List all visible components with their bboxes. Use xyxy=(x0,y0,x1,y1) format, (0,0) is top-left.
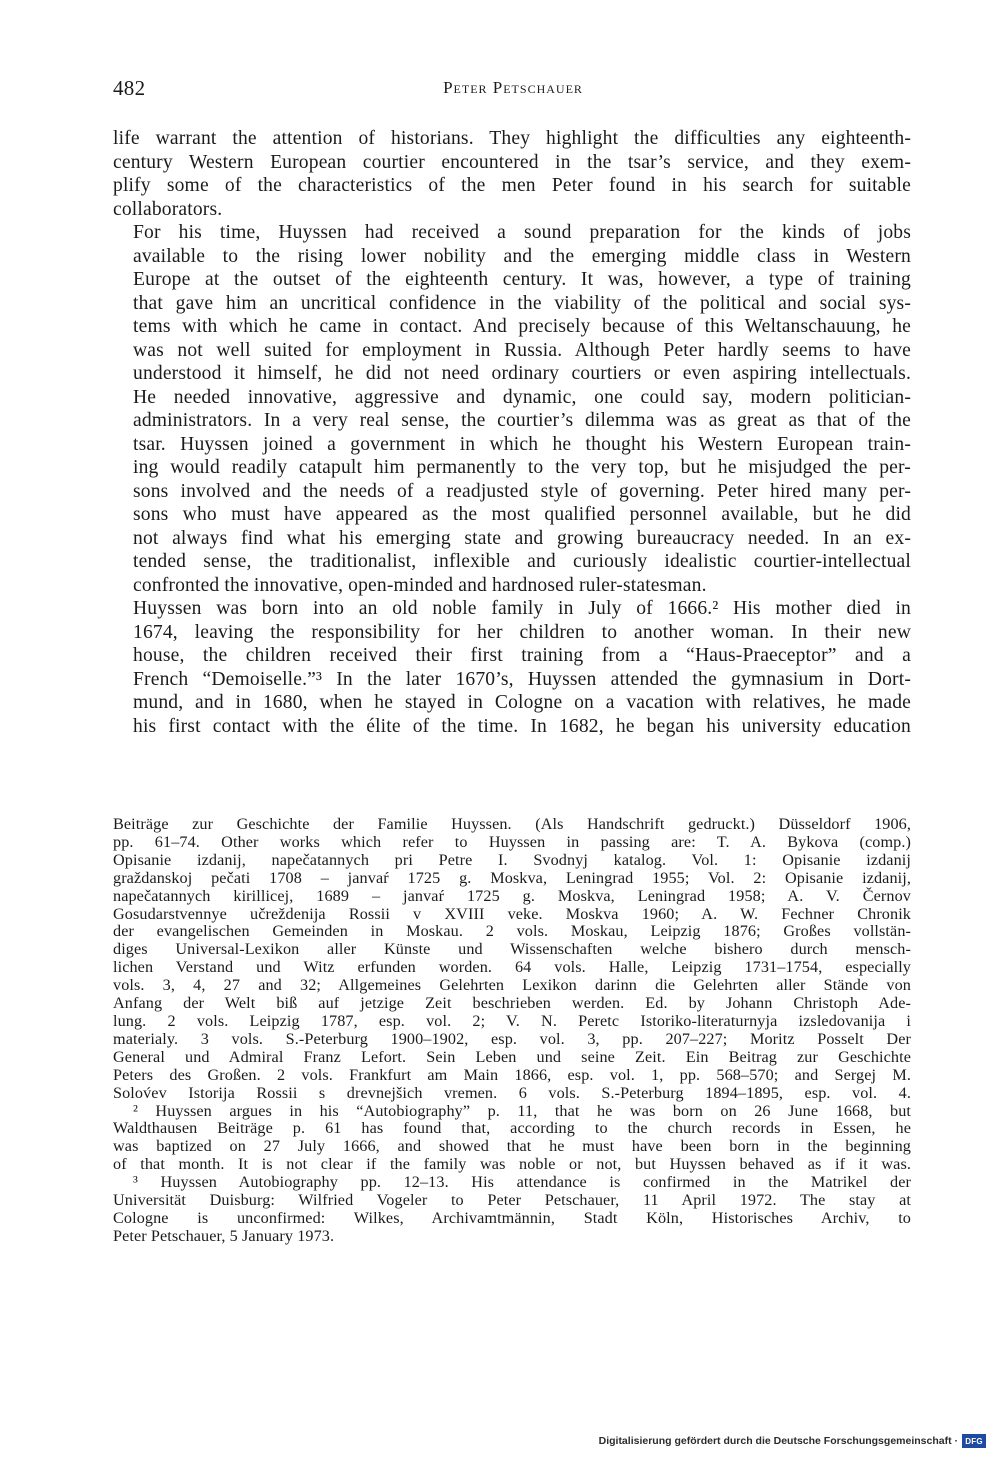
footnote-line: Cologne is unconfirmed: Wilkes, Archivamtmännin, Stadt Köln, Historisches Archiv, to xyxy=(113,1208,911,1227)
body-line: that gave him an uncritical confidence in the viability of the political and social sys- xyxy=(133,292,911,314)
footnote-line: graždanskoj pečati 1708 – janvaŕ 1725 g. Moskva, Leningrad 1955; Vol. 2: Opisanie izdanij, xyxy=(113,868,911,887)
footnote-line: Gosudarstvennye učreždenija Rossii v XVIII veke. Moskva 1960; A. W. Fechner Chronik xyxy=(113,904,911,923)
footnote-line: lichen Verstand und Witz erfunden worden. 64 vols. Halle, Leipzig 1731–1754, especially xyxy=(113,958,911,977)
running-head: Peter Petschauer xyxy=(443,78,583,97)
body-line: French “Demoiselle.”³ In the later 1670’s, Huyssen attended the gymnasium in Dort- xyxy=(133,668,911,690)
body-line: life warrant the attention of historians. They highlight the difficulties any eighteenth- xyxy=(113,128,911,149)
footnote-2-start: ² Huyssen argues in his “Autobiography” p. 11, that he was born on 26 June 1668, but xyxy=(133,1101,911,1120)
footnote-line: napečatannych kirillicej, 1689 – janvaŕ 1725 g. Moskva, Leningrad 1958; A. V. Černov xyxy=(113,886,911,905)
footnote-line: Waldthausen Beiträge p. 61 has found that, according to the church records in Essen, he xyxy=(113,1119,911,1138)
body-line: administrators. In a very real sense, the courtier’s dilemma was as great as that of the xyxy=(133,410,911,431)
body-line: 1674, leaving the responsibility for her children to another woman. In their new xyxy=(133,621,911,643)
digitization-footer xyxy=(599,1431,986,1451)
footnote-line: pp. 61–74. Other works which refer to Huyssen in passing are: T. A. Bykova (comp.) xyxy=(113,832,911,851)
body-line: Huyssen was born into an old noble family in July of 1666.² His mother died in xyxy=(133,598,911,619)
footnote-line: materialy. 3 vols. S.-Peterburg 1900–1902, esp. vol. 3, pp. 207–227; Moritz Posselt Der xyxy=(113,1029,911,1048)
body-line: collaborators. xyxy=(113,198,223,220)
body-line: his first contact with the élite of the time. In 1682, he began his university education xyxy=(133,715,911,737)
body-line: tsar. Huyssen joined a government in which he thought his Western European train- xyxy=(133,433,911,455)
footnote-line: vols. 3, 4, 27 and 32; Allgemeines Gelehrten Lexikon darinn die Gelehrten aller Stände von xyxy=(113,976,911,995)
body-line: For his time, Huyssen had received a sound preparation for the kinds of jobs xyxy=(133,222,911,243)
body-line: He needed innovative, aggressive and dynamic, one could say, modern politician- xyxy=(133,386,911,408)
footnote-line: was baptized on 27 July 1666, and showed that he must have been born in the beginning xyxy=(113,1137,911,1156)
dfg-logo: DFG xyxy=(962,1434,986,1448)
body-line: house, the children received their first training from a “Haus-Praeceptor” and a xyxy=(133,645,911,666)
footnotes xyxy=(113,816,911,1246)
body-line: century Western European courtier encountered in the tsar’s service, and they exem- xyxy=(113,151,911,173)
footnote-line: Peter Petschauer, 5 January 1973. xyxy=(113,1226,335,1245)
body-line: available to the rising lower nobility and the emerging middle class in Western xyxy=(133,245,911,267)
body-line: Europe at the outset of the eighteenth century. It was, however, a type of training xyxy=(133,269,911,290)
body-line: plify some of the characteristics of the men Peter found in his search for suitable xyxy=(113,175,911,196)
body-line: tended sense, the traditionalist, inflexible and curiously idealistic courtier-intellectual xyxy=(133,551,911,572)
footnote-line: Peters des Großen. 2 vols. Frankfurt am Main 1866, esp. vol. 1, pp. 568–570; and Sergej M. xyxy=(113,1065,911,1084)
body-line: was not well suited for employment in Russia. Although Peter hardly seems to have xyxy=(133,339,911,361)
footnote-line: Solov́ev Istorija Rossii s drevnejšich vremen. 6 vols. S.-Peterburg 1894–1895, esp. vol. 4. xyxy=(113,1083,911,1102)
footnote-3-start: ³ Huyssen Autobiography pp. 12–13. His attendance is confirmed in the Matrikel der xyxy=(133,1173,911,1192)
page-number: 482 xyxy=(113,76,146,100)
footnote-line: der evangelischen Gemeinden in Moskau. 2 vols. Moskau, Leipzig 1876; Großes vollstän- xyxy=(113,922,911,941)
footnote-line: Beiträge zur Geschichte der Familie Huyssen. (Als Handschrift gedruckt.) Düsseldorf 1906, xyxy=(113,815,911,833)
footnote-line: Anfang der Welt biß auf jetzige Zeit beschrieben werden. Ed. by Johann Christoph Ade- xyxy=(113,994,911,1013)
body-line: sons involved and the needs of a readjusted style of governing. Peter hired many per- xyxy=(133,480,911,502)
footer-text: Digitalisierung gefördert durch die Deutsche Forschungsgemeinschaft · xyxy=(598,1435,958,1447)
paragraph-1 xyxy=(113,127,911,221)
body-line: confronted the innovative, open-minded and hardnosed ruler-statesman. xyxy=(133,574,707,596)
footnote-line: diges Universal-Lexikon aller Künste und Wissenschaften welche bishero durch mensch- xyxy=(113,940,911,959)
footnote-line: Universität Duisburg: Wilfried Vogeler to Peter Petschauer, 11 April 1972. The stay at xyxy=(113,1191,911,1210)
page-header xyxy=(113,76,913,106)
body-line: not always find what his emerging state and growing bureaucracy needed. In an ex- xyxy=(133,527,911,549)
body-line: ing would readily catapult him permanently to the very top, but he misjudged the per- xyxy=(133,457,911,478)
body-line: understood it himself, he did not need ordinary courtiers or even aspiring intellectuals. xyxy=(133,363,911,384)
body-line: sons who must have appeared as the most qualified personnel available, but he did xyxy=(133,504,911,525)
footnote-line: Opisanie izdanij, napečatannych pri Petre I. Svodnyj katalog. Vol. 1: Opisanie izdanij xyxy=(113,850,911,869)
footnote-line: of that month. It is not clear if the family was noble or not, but Huyssen behaved as if it was. xyxy=(113,1155,911,1174)
footnote-line: lung. 2 vols. Leipzig 1787, esp. vol. 2; V. N. Peretc Istoriko-literaturnyja izsledovanija i xyxy=(113,1011,911,1030)
body-line: mund, and in 1680, when he stayed in Cologne on a vacation with relatives, he made xyxy=(133,692,911,713)
paragraph-2 xyxy=(113,221,911,597)
main-text xyxy=(113,127,911,738)
body-line: tems with which he came in contact. And precisely because of this Weltanschauung, he xyxy=(133,316,911,337)
footnote-line: General und Admiral Franz Lefort. Sein Leben und seine Zeit. Ein Beitrag zur Geschichte xyxy=(113,1047,911,1066)
paragraph-3 xyxy=(113,597,911,738)
